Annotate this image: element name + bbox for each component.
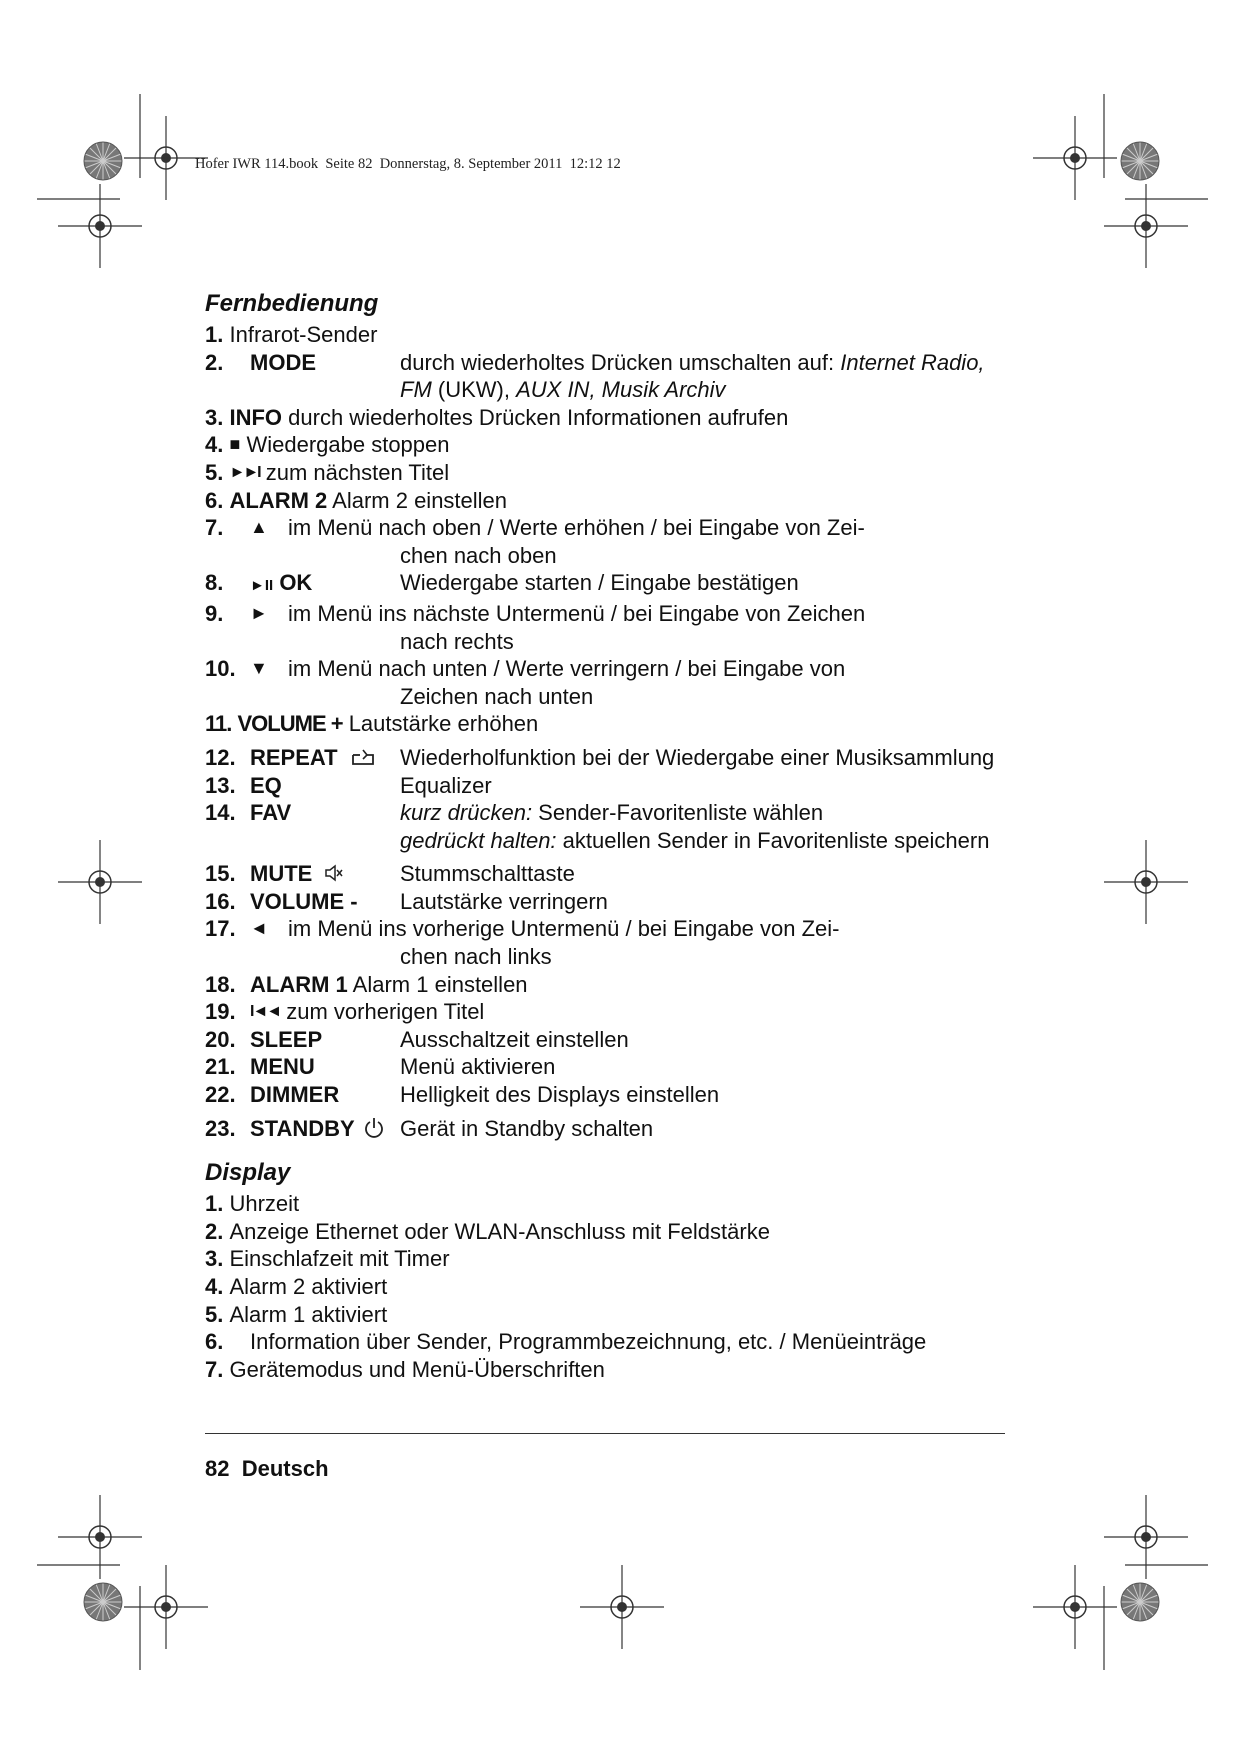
- item-text: Uhrzeit: [229, 1191, 300, 1217]
- list-item: [205, 1218, 1025, 1246]
- footer-language: Deutsch: [241, 1456, 329, 1481]
- item-text: im Menü ins vorherige Untermenü / bei Eingabe von Zei-: [288, 916, 840, 942]
- list-item-continuation: [205, 943, 1025, 971]
- item-text: Stummschalttaste: [400, 861, 575, 887]
- item-text: FM: [400, 377, 432, 403]
- item-key: DIMMER: [250, 1082, 340, 1108]
- item-number: 7.: [205, 1356, 224, 1382]
- repeat-icon: [350, 749, 376, 767]
- list-item: [205, 772, 1025, 800]
- item-text: Sender-Favoritenliste wählen: [532, 800, 824, 826]
- list-item: [205, 888, 1025, 916]
- item-text: gedrückt halten:: [400, 827, 557, 853]
- item-text: Gerätemodus und Menü-Überschriften: [229, 1356, 605, 1382]
- item-text: im Menü nach unten / Werte verringern / bei Eingabe von: [288, 656, 846, 682]
- list-item: [205, 600, 1025, 628]
- list-item: [205, 799, 1025, 827]
- item-number: 1.: [205, 1191, 224, 1217]
- list-item: [205, 915, 1025, 943]
- item-number: 14.: [205, 800, 236, 826]
- list-item: [205, 860, 1025, 888]
- list-item: [205, 655, 1025, 683]
- registration-mark-icon: [124, 1565, 208, 1649]
- item-number: 6.: [205, 487, 224, 513]
- item-text: zum vorherigen Titel: [280, 999, 485, 1025]
- list-item: [205, 1115, 1025, 1143]
- print-header: Hofer IWR 114.book Seite 82 Donnerstag, 8. September 2011 12:12 12: [195, 156, 621, 172]
- item-number: 23.: [205, 1115, 236, 1141]
- item-number: 3.: [205, 1246, 224, 1272]
- arrow-up-icon: ▲: [250, 517, 268, 538]
- item-number: 22.: [205, 1082, 236, 1108]
- item-text: aktuellen Sender in Favoritenliste speichern: [556, 827, 990, 853]
- list-item: [205, 487, 1025, 515]
- item-key: MUTE: [250, 861, 313, 887]
- list-item: [205, 971, 1025, 999]
- list-item: [205, 1245, 1025, 1273]
- item-key: MODE: [250, 349, 316, 375]
- item-text: chen nach links: [400, 944, 552, 970]
- item-number: 12.: [205, 744, 236, 770]
- item-number: 8.: [205, 570, 224, 596]
- item-text: zum nächsten Titel: [259, 459, 450, 485]
- item-number: 2.: [205, 1218, 224, 1244]
- color-wheel-icon: [1121, 1583, 1159, 1621]
- item-number: 5.: [205, 1301, 224, 1327]
- list-item: [205, 404, 1025, 432]
- item-number: 15.: [205, 861, 236, 887]
- item-number: 20.: [205, 1026, 236, 1052]
- item-number: 6.: [205, 1329, 224, 1355]
- arrow-down-icon: ▼: [250, 658, 268, 679]
- item-key: INFO: [229, 404, 283, 430]
- registration-mark-icon: [1104, 840, 1188, 924]
- item-text: Helligkeit des Displays einstellen: [400, 1082, 720, 1108]
- list-item: [205, 321, 1025, 349]
- item-number: 7.: [205, 515, 224, 541]
- item-text: im Menü ins nächste Untermenü / bei Eingabe von Zeichen: [288, 600, 866, 626]
- item-number: 10.: [205, 656, 236, 682]
- item-key: SLEEP: [250, 1026, 323, 1052]
- list-item: [205, 998, 1025, 1026]
- list-item: [205, 514, 1025, 542]
- power-icon: [364, 1117, 384, 1139]
- item-text: Lautstärke erhöhen: [342, 711, 539, 737]
- item-number: 19.: [205, 999, 236, 1025]
- item-number: 1.: [205, 322, 224, 347]
- item-key: VOLUME +: [237, 711, 343, 737]
- list-item-continuation: [205, 683, 1025, 711]
- registration-mark-icon: [58, 1495, 142, 1579]
- item-text: chen nach oben: [400, 542, 557, 568]
- item-text: Einschlafzeit mit Timer: [229, 1246, 450, 1272]
- section-title-display: Display: [205, 1159, 291, 1187]
- list-item: [205, 569, 1025, 600]
- item-number: 17.: [205, 916, 236, 942]
- registration-mark-icon: [1104, 184, 1188, 268]
- registration-mark-icon: [580, 1565, 664, 1649]
- item-text: AUX IN, Musik Archiv: [516, 377, 726, 403]
- list-item: [205, 1356, 1025, 1384]
- list-item-continuation: [205, 827, 1025, 855]
- item-text: Equalizer: [400, 772, 492, 798]
- item-number: 13.: [205, 772, 236, 798]
- item-text: Information über Sender, Programmbezeichnung, etc. / Menüeinträge: [250, 1329, 927, 1355]
- list-item: [205, 710, 1025, 738]
- list-item-continuation: [205, 376, 1025, 404]
- item-text: im Menü nach oben / Werte erhöhen / bei Eingabe von Zei-: [288, 515, 865, 541]
- item-key: REPEAT: [250, 744, 338, 770]
- item-text: kurz drücken:: [400, 800, 533, 826]
- item-text: nach rechts: [400, 628, 514, 654]
- item-number: 4.: [205, 432, 224, 458]
- item-text: Wiederholfunktion bei der Wiedergabe einer Musiksammlung: [400, 744, 995, 770]
- speaker-mute-icon: [324, 863, 344, 883]
- item-number: 16.: [205, 888, 236, 914]
- list-item: [205, 1026, 1025, 1054]
- item-text: (UKW),: [431, 377, 517, 403]
- item-text: Wiedergabe stoppen: [240, 432, 450, 458]
- skip-previous-icon: I◄◄: [250, 1003, 281, 1021]
- arrow-right-icon: ►: [250, 602, 268, 623]
- list-item: [205, 1081, 1025, 1109]
- item-number: 3.: [205, 404, 224, 430]
- page-number: 82: [205, 1456, 230, 1481]
- registration-mark-icon: [1104, 1495, 1188, 1579]
- color-wheel-icon: [1121, 142, 1159, 180]
- page-content: [205, 287, 1025, 1383]
- item-key: MENU: [250, 1054, 315, 1080]
- item-text: Wiedergabe starten / Eingabe bestätigen: [400, 570, 799, 596]
- list-item: [205, 1301, 1025, 1329]
- item-text: Alarm 2 einstellen: [327, 487, 508, 513]
- item-number: 4.: [205, 1274, 224, 1299]
- item-text: Alarm 1 einstellen: [347, 971, 528, 997]
- registration-mark-icon: [58, 184, 142, 268]
- item-key: FAV: [250, 800, 292, 826]
- color-wheel-icon: [84, 142, 122, 180]
- arrow-left-icon: ◄: [250, 918, 268, 939]
- item-number: 18.: [205, 971, 236, 997]
- list-item: [205, 431, 1025, 459]
- item-text: Ausschaltzeit einstellen: [400, 1026, 629, 1052]
- item-key: ALARM 2: [229, 487, 328, 513]
- item-text: Anzeige Ethernet oder WLAN-Anschluss mit Feldstärke: [229, 1218, 770, 1244]
- item-text: durch wiederholtes Drücken umschalten auf:: [400, 349, 841, 375]
- list-item: [205, 1190, 1025, 1218]
- list-item: [205, 744, 1025, 772]
- item-text: Gerät in Standby schalten: [400, 1115, 654, 1141]
- item-number: 5.: [205, 459, 224, 485]
- item-text: Alarm 1 aktiviert: [229, 1301, 388, 1327]
- item-text: Zeichen nach unten: [400, 683, 594, 709]
- item-text: Infrarot-Sender: [229, 322, 378, 347]
- item-number: 9.: [205, 600, 224, 626]
- list-item: [205, 1328, 1025, 1356]
- item-key: VOLUME -: [250, 888, 358, 914]
- item-key: EQ: [250, 772, 282, 798]
- list-item: [205, 349, 1025, 377]
- list-item-continuation: [205, 628, 1025, 656]
- item-text: Internet Radio,: [840, 349, 985, 375]
- registration-mark-icon: [58, 840, 142, 924]
- color-wheel-icon: [84, 1583, 122, 1621]
- item-text: durch wiederholtes Drücken Informationen aufrufen: [282, 404, 789, 430]
- item-number: 21.: [205, 1054, 236, 1080]
- play-pause-icon: ►II: [250, 577, 274, 595]
- list-item: [205, 1273, 1025, 1301]
- stop-icon: ■: [229, 434, 241, 455]
- list-item: [205, 1053, 1025, 1081]
- skip-next-icon: ►►I: [229, 463, 260, 481]
- section-title-remote: Fernbedienung: [205, 290, 379, 317]
- list-item-continuation: [205, 542, 1025, 570]
- item-key: ALARM 1: [250, 971, 348, 997]
- item-number: 2.: [205, 349, 224, 375]
- item-key: OK: [279, 570, 313, 596]
- list-item: [205, 459, 1025, 487]
- page-footer: [205, 1456, 329, 1482]
- item-text: Lautstärke verringern: [400, 888, 608, 914]
- item-text: Menü aktivieren: [400, 1054, 556, 1080]
- item-key: STANDBY: [250, 1115, 355, 1141]
- footer-divider: [205, 1433, 1005, 1434]
- item-number: 11.: [205, 711, 232, 737]
- item-text: Alarm 2 aktiviert: [229, 1274, 388, 1299]
